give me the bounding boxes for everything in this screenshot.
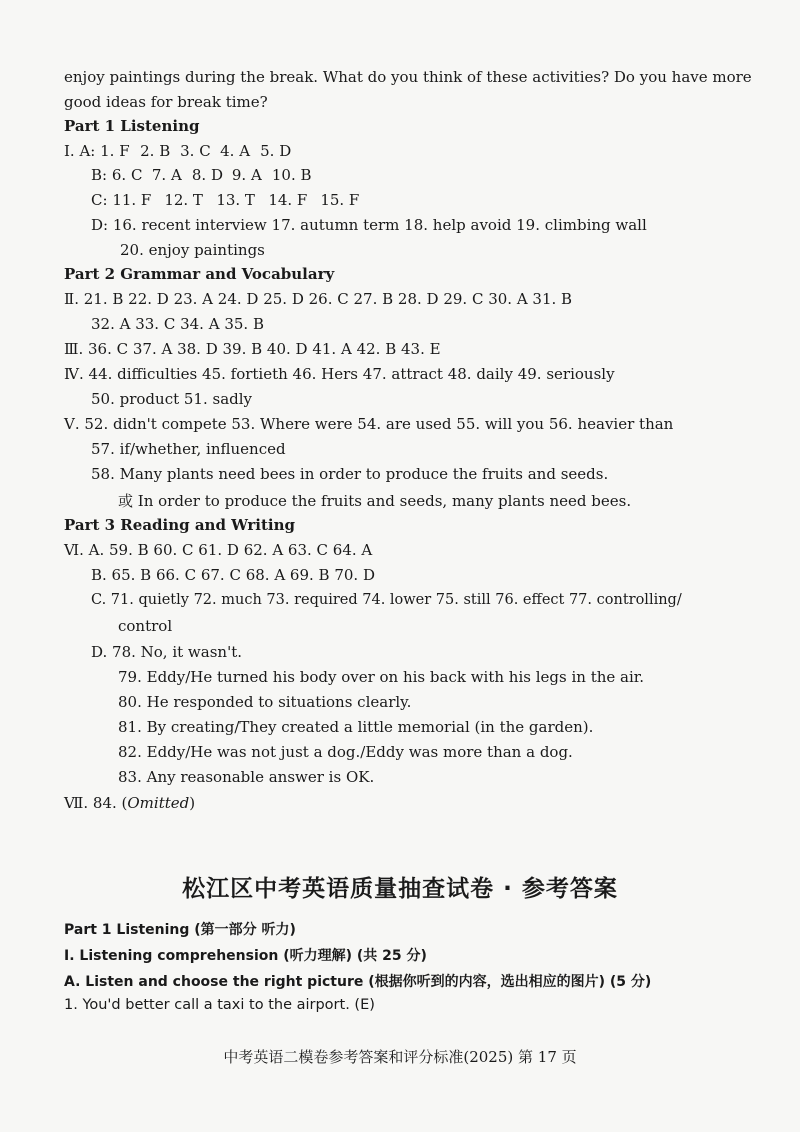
answers-III: Ⅲ. 36. C 37. A 38. D 39. B 40. D 41. A 42. B 43. E	[64, 340, 441, 358]
answers-I-A	[64, 142, 300, 160]
answers-VI-D-line-4: 81. By creating/They created a little memorial (in the garden).	[118, 718, 594, 736]
answers-VII-omitted: Omitted	[127, 794, 190, 812]
answer-item: 8. D	[191, 166, 223, 184]
answers-VI-D-line-1: D. 78. No, it wasn't.	[91, 643, 242, 661]
answers-VI-C-line-1: C. 71. quietly 72. much 73. required 74. lower 75. still 76. effect 77. controlling/	[91, 592, 682, 608]
answers-I-C	[91, 191, 372, 209]
answer-item: 11. F	[112, 191, 152, 209]
answer-item: 12. T	[164, 191, 203, 209]
answers-V-line-1: Ⅴ. 52. didn't compete 53. Where were 54. are used 55. will you 56. heavier than	[64, 415, 674, 433]
answers-I-D-line-1: D: 16. recent interview 17. autumn term 18. help avoid 19. climbing wall	[91, 216, 647, 234]
answers-I-D-line-2: 20. enjoy paintings	[120, 241, 265, 259]
section2-I-heading: Ⅰ. Listening comprehension (听力理解) (共 25 分)	[64, 948, 427, 964]
answer-item: 13. T	[216, 191, 255, 209]
answers-IV-line-1: Ⅳ. 44. difficulties 45. fortieth 46. Hers 47. attract 48. daily 49. seriously	[64, 365, 615, 383]
answers-VII	[64, 794, 195, 812]
answers-VI-D-line-2: 79. Eddy/He turned his body over on his back with his legs in the air.	[118, 668, 645, 686]
answer-item: 1. F	[100, 142, 130, 160]
section2-question-1: 1. You'd better call a taxi to the airport. (E)	[64, 997, 375, 1013]
answer-item: 14. F	[268, 191, 308, 209]
intro-line-2: good ideas for break time?	[64, 93, 268, 111]
answers-I-B	[91, 166, 312, 184]
answer-item: 6. C	[111, 166, 143, 184]
answers-V-line-3: 58. Many plants need bees in order to produce the fruits and seeds.	[91, 465, 609, 483]
answers-VI-D-line-3: 80. He responded to situations clearly.	[118, 693, 412, 711]
part2-heading: Part 2 Grammar and Vocabulary	[64, 265, 335, 283]
section-title: 松江区中考英语质量抽查试卷 · 参考答案	[182, 876, 618, 902]
answer-item: 9. A	[231, 166, 262, 184]
answers-VI-A: Ⅵ. A. 59. B 60. C 61. D 62. A 63. C 64. A	[64, 541, 373, 559]
section-label: C:	[91, 191, 113, 209]
answer-item: 4. A	[220, 142, 251, 160]
answer-item: 5. D	[260, 142, 292, 160]
answer-item: 2. B	[140, 142, 171, 160]
answers-VI-D-line-6: 83. Any reasonable answer is OK.	[118, 768, 375, 786]
answers-IV-line-2: 50. product 51. sadly	[91, 390, 253, 408]
section2-A-heading: A. Listen and choose the right picture (根据你听到的内容，选出相应的图片) (5 分)	[64, 974, 652, 990]
answers-II-line-1: Ⅱ. 21. B 22. D 23. A 24. D 25. D 26. C 27. B 28. D 29. C 30. A 31. B	[64, 290, 573, 308]
answers-VII-suffix: )	[189, 794, 196, 812]
answers-V-line-2: 57. if/whether, influenced	[91, 440, 286, 458]
answer-item: 7. A	[151, 166, 182, 184]
part1-heading: Part 1 Listening	[64, 117, 200, 135]
intro-line-1: enjoy paintings during the break. What do you think of these activities? Do you have more	[64, 68, 752, 86]
answer-item: 10. B	[271, 166, 312, 184]
answer-item: 15. F	[320, 191, 360, 209]
part3-heading: Part 3 Reading and Writing	[64, 516, 295, 534]
answers-VII-prefix: Ⅶ. 84. (	[64, 794, 128, 812]
answers-VI-D-line-5: 82. Eddy/He was not just a dog./Eddy was more than a dog.	[118, 743, 573, 761]
answers-V-line-4: 或 In order to produce the fruits and seeds, many plants need bees.	[118, 492, 632, 510]
answers-II-line-2: 32. A 33. C 34. A 35. B	[91, 315, 264, 333]
answers-VI-C-line-2: control	[118, 617, 173, 635]
section-label: B:	[91, 166, 112, 184]
answers-VI-B: B. 65. B 66. C 67. C 68. A 69. B 70. D	[91, 566, 375, 584]
section2-part1-heading: Part 1 Listening (第一部分 听力)	[64, 922, 296, 938]
section-label: Ⅰ. A:	[64, 142, 101, 160]
page-footer: 中考英语二模卷参考答案和评分标准(2025) 第 17 页	[223, 1048, 577, 1066]
answer-item: 3. C	[180, 142, 211, 160]
